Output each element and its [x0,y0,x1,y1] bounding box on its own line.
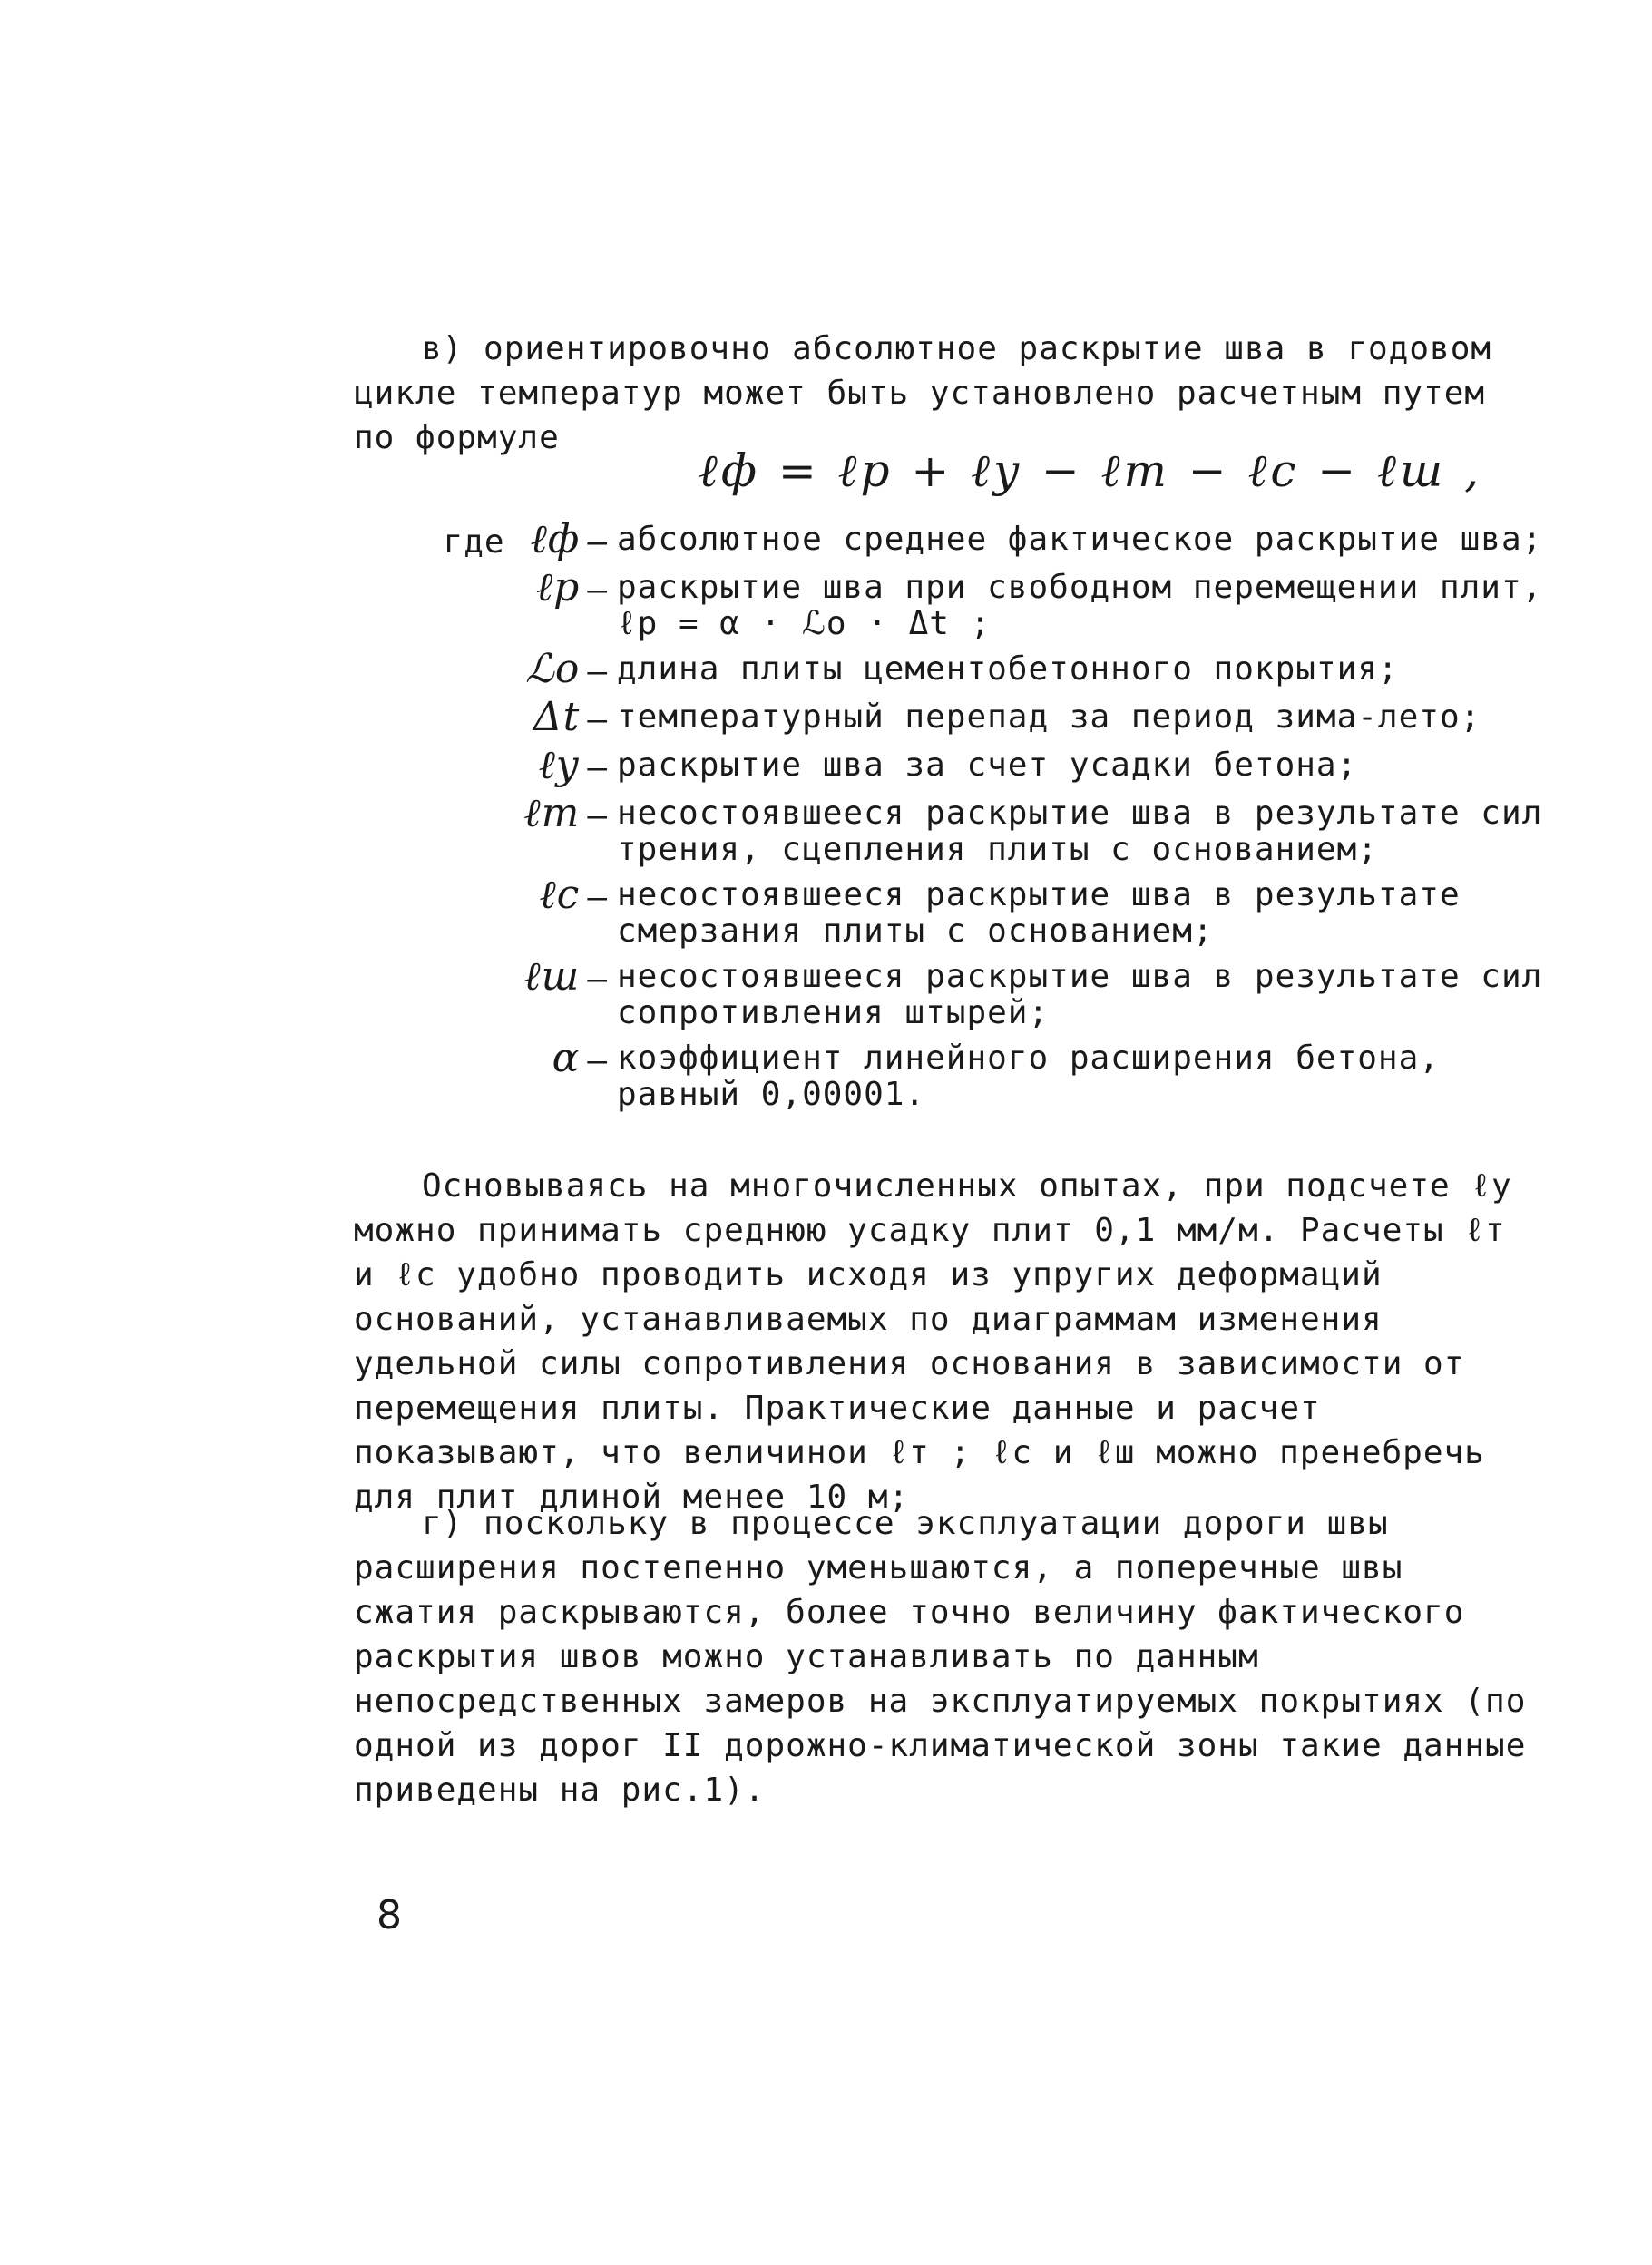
definition-item [417,742,1560,788]
definitions-list [417,516,1560,1122]
page-number: 8 [376,1892,402,1938]
definition-dash: – [587,701,608,738]
definition-text: абсолютное среднее фактическое раскрытие шва; [617,521,1543,558]
definition-symbol: Δt [533,694,581,740]
definition-item [417,1035,1560,1113]
body-text-1: Основываясь на многочисленных опытах, при подсчете ℓу можно принимать среднюю усадку плит 0,1 мм/м. Расчеты ℓт и ℓс удобно проводить исходя из упругих деформаций оснований, устанавливаемых по диаграммам изменения удельной силы сопротивления основания в зависимости от перемещения плиты. Практические данные и расчет показывают, что величинои ℓт ; ℓс и ℓш можно пренебречь для плит длиной менее 10 м; [354,1167,1512,1516]
intro-paragraph [354,327,1542,460]
definition-symbol: ℓш [523,953,581,1000]
definition-text: температурный перепад за период зима-лето; [617,698,1481,736]
definition-symbol: ℓр [535,564,581,610]
definition-item [417,694,1560,740]
definition-item [417,953,1560,1031]
definition-symbol: ℓт [523,790,581,836]
definition-text: раскрытие шва за счет усадки бетона; [617,747,1358,784]
body-paragraph-2 [354,1501,1542,1812]
body-paragraph-1 [354,1164,1542,1519]
intro-text: в) ориентировочно абсолютное раскрытие шва в годовом цикле температур может быть установлено расчетным путем по формуле [354,330,1492,456]
definition-dash: – [587,749,608,786]
definition-symbol: α [552,1035,581,1081]
definition-item [417,564,1560,642]
definition-item [417,872,1560,950]
definition-item [417,516,1560,562]
definition-symbol: ℒо [525,646,581,692]
definition-dash: – [587,879,608,916]
definition-dash: – [587,523,608,561]
definition-dash: – [587,1042,608,1079]
body-text-2: г) поскольку в процессе эксплуатации дороги швы расширения постепенно уменьшаются, а поперечные швы сжатия раскрываются, более точно величину фактического раскрытия швов можно устанавливать по данным непосредственных замеров на эксплуатируемых покрытиях (по одной из дорог II дорожно-климатической зоны такие данные приведены на рис.1). [354,1505,1527,1809]
definition-text: раскрытие шва при свободном перемещении плит, ℓр = α · ℒо · Δt ; [617,569,1543,642]
definition-dash: – [587,961,608,998]
definition-dash: – [587,797,608,835]
definition-dash: – [587,571,608,609]
definition-text: несостоявшееся раскрытие шва в результате сил трения, сцепления плиты с основанием; [617,795,1543,868]
definition-symbol: ℓф [530,516,581,562]
where-word: где [443,523,505,561]
definition-text: несостоявшееся раскрытие шва в результате смерзания плиты с основанием; [617,876,1461,950]
definition-item [417,790,1560,868]
definition-text: коэффициент линейного расширения бетона, равный 0,00001. [617,1040,1440,1113]
seam-opening-formula: ℓф = ℓр + ℓу − ℓт − ℓс − ℓш , [699,444,1483,497]
definition-symbol: ℓс [539,872,581,918]
definition-text: несостоявшееся раскрытие шва в результате сил сопротивления штырей; [617,958,1543,1031]
definition-item [417,646,1560,692]
definition-text: длина плиты цементобетонного покрытия; [617,650,1399,688]
definition-symbol: ℓу [538,742,581,788]
definition-dash: – [587,653,608,690]
